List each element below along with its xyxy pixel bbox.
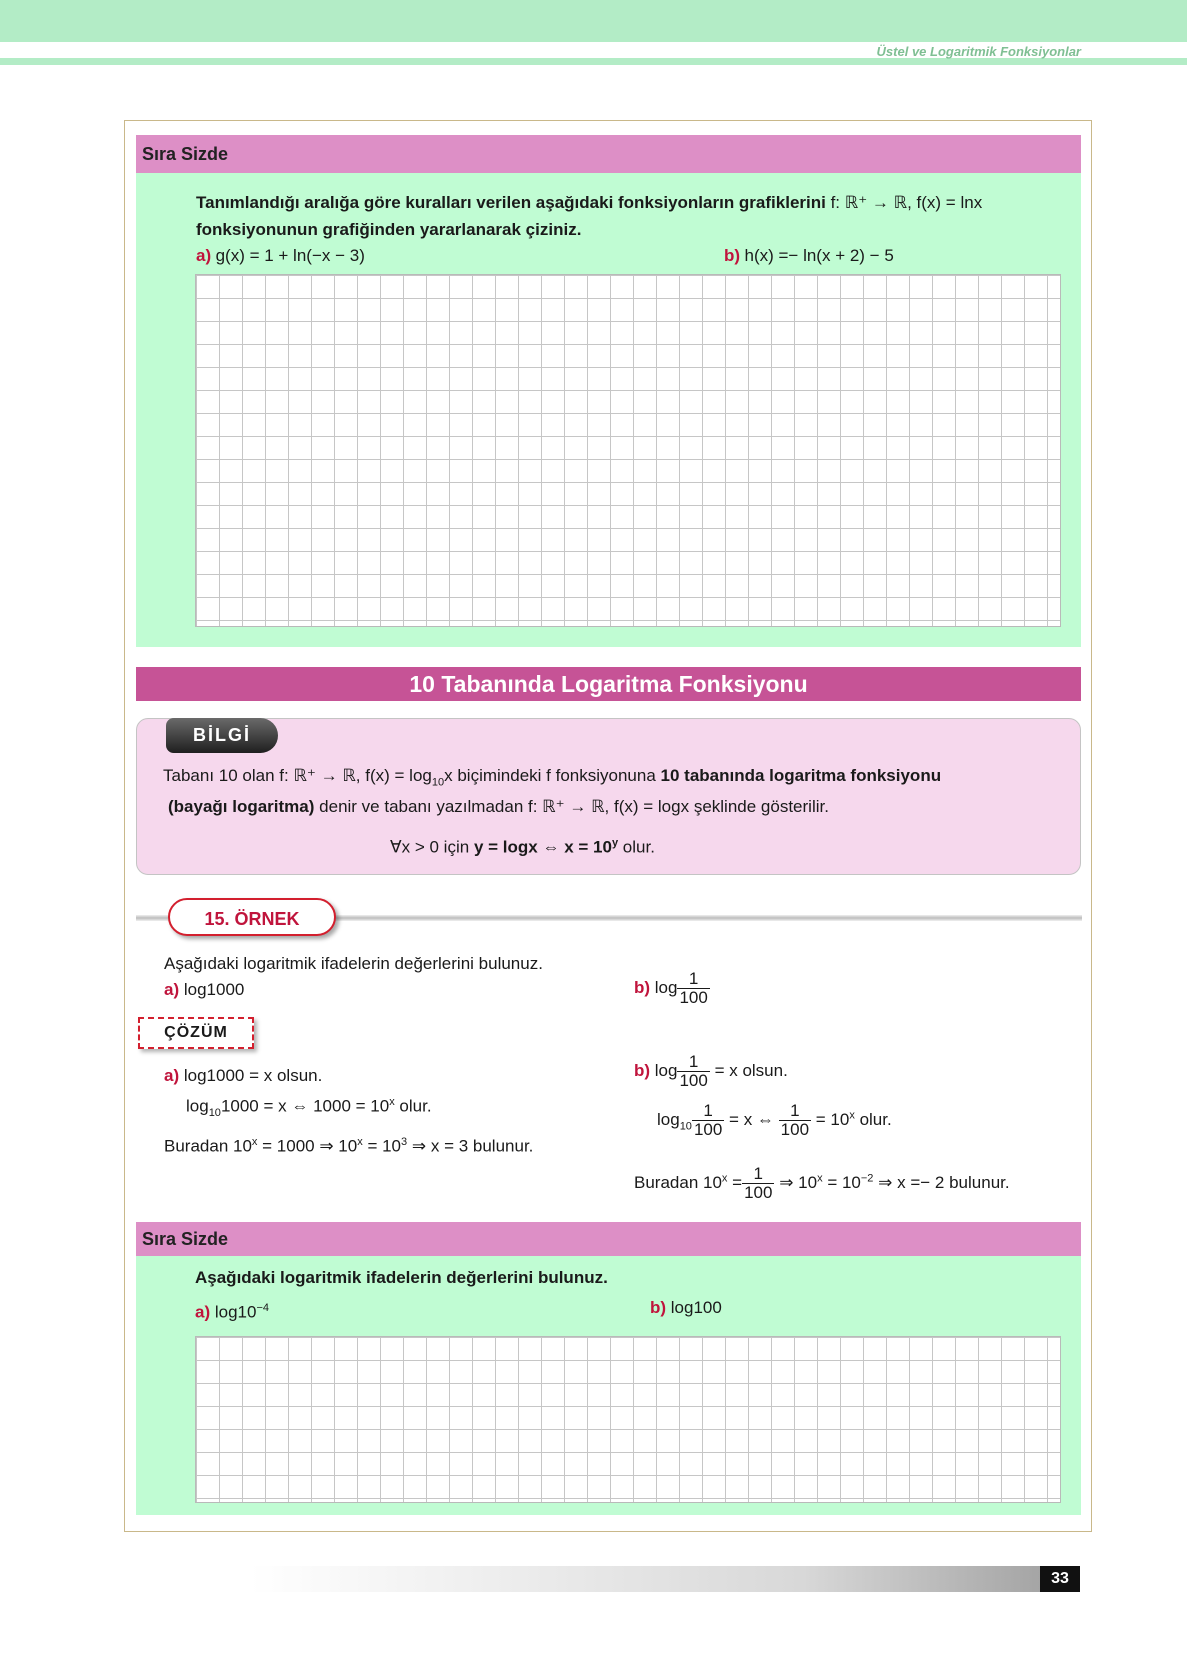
sira-sizde-1-item-a: a) g(x) = 1 + ln(−x − 3): [196, 246, 365, 265]
fraction: $\frac{1}{100}$: [693, 1101, 723, 1139]
sira-sizde-1-item-b: b) h(x) =− ln(x + 2) − 5: [724, 246, 894, 265]
sira-sizde-1-header: Sıra Sizde: [136, 135, 1081, 173]
page-number: 33: [1040, 1566, 1080, 1592]
cozum-tab: ÇÖZÜM: [138, 1017, 254, 1049]
ornek-item-a: a) log1000: [164, 980, 245, 999]
ornek-question: Aşağıdaki logaritmik ifadelerin değerlerini bulunuz.: [164, 954, 543, 973]
sira-sizde-1: [136, 135, 1081, 647]
ornek-item-b: b) log $\frac{1}{100}$: [634, 969, 708, 1007]
cozum-b-line1: b) log $\frac{1}{100}$ = x olsun.: [634, 1052, 788, 1090]
running-head: Üstel ve Logaritmik Fonksiyonlar: [876, 44, 1081, 59]
bilgi-line2: (bayağı logaritma) denir ve tabanı yazılmadan f: ℝ⁺ → ℝ, f(x) = logx şeklinde gösterilir.: [168, 797, 829, 816]
fraction: $\frac{1}{100}$: [679, 1052, 708, 1090]
cozum-a-line1: a) log1000 = x olsun.: [164, 1066, 323, 1085]
section-title: 10 Tabanında Logaritma Fonksiyonu: [136, 667, 1081, 701]
bilgi-tab: BİLGİ: [166, 718, 278, 753]
sira-sizde-2-item-b: b) log100: [650, 1298, 722, 1317]
top-band: [0, 0, 1187, 42]
cozum-b-line3: Buradan 10$^x$ = $\frac{1}{100}$ ⇒ $10^x = 10^{-2}$ ⇒ x =− 2 bulunur.: [634, 1164, 1010, 1202]
sira-sizde-2-body: [136, 1256, 1081, 1515]
sira-sizde-2-header: Sıra Sizde: [136, 1222, 1081, 1256]
graph-grid-1[interactable]: [195, 274, 1061, 627]
top-line: [0, 58, 1187, 65]
bilgi-line3: ∀x > 0 için y = logx ⇔ $x = 10^y$ olur.: [390, 837, 655, 857]
sira-sizde-2-item-a: a) $\log 10^{-4}$: [195, 1302, 270, 1322]
fraction: $\frac{1}{100}$: [679, 969, 708, 1007]
fraction: $\frac{1}{100}$: [744, 1164, 773, 1202]
sira-sizde-2-question: Aşağıdaki logaritmik ifadelerin değerlerini bulunuz.: [195, 1268, 608, 1287]
sira-sizde-1-body: [136, 173, 1081, 647]
cozum-a-line3: Buradan 10$^x$ = 1000 ⇒ $10^x = 10^3$ ⇒ x = 3 bulunur.: [164, 1136, 534, 1156]
graph-grid-2[interactable]: [195, 1336, 1061, 1503]
ornek-tab: 15. ÖRNEK: [168, 898, 336, 936]
cozum-a-line2: $\log_{10}1000 = x$ ⇔ $1000 = 10^x$ olur.: [186, 1096, 432, 1120]
sira-sizde-2: [136, 1222, 1081, 1515]
cozum-b-line2: $\log_{10}$ $\frac{1}{100}$ = x ⇔ $\frac{1}{100}$ = $10^x$ olur.: [657, 1101, 892, 1139]
sira-sizde-1-question-line1: Tanımlandığı aralığa göre kuralları verilen aşağıdaki fonksiyonların grafiklerini f: ℝ⁺ → ℝ, f(x) = lnx: [196, 193, 983, 212]
bilgi-line1: Tabanı 10 olan f: ℝ⁺ → ℝ, $f(x) = \log_{10}x$ biçimindeki f fonksiyonuna 10 tabanında logaritma fonksiyonu: [163, 766, 942, 789]
footer-gradient: [250, 1566, 1040, 1592]
sira-sizde-1-question-line2: fonksiyonunun grafiğinden yararlanarak çiziniz.: [196, 220, 582, 239]
fraction: $\frac{1}{100}$: [780, 1101, 810, 1139]
